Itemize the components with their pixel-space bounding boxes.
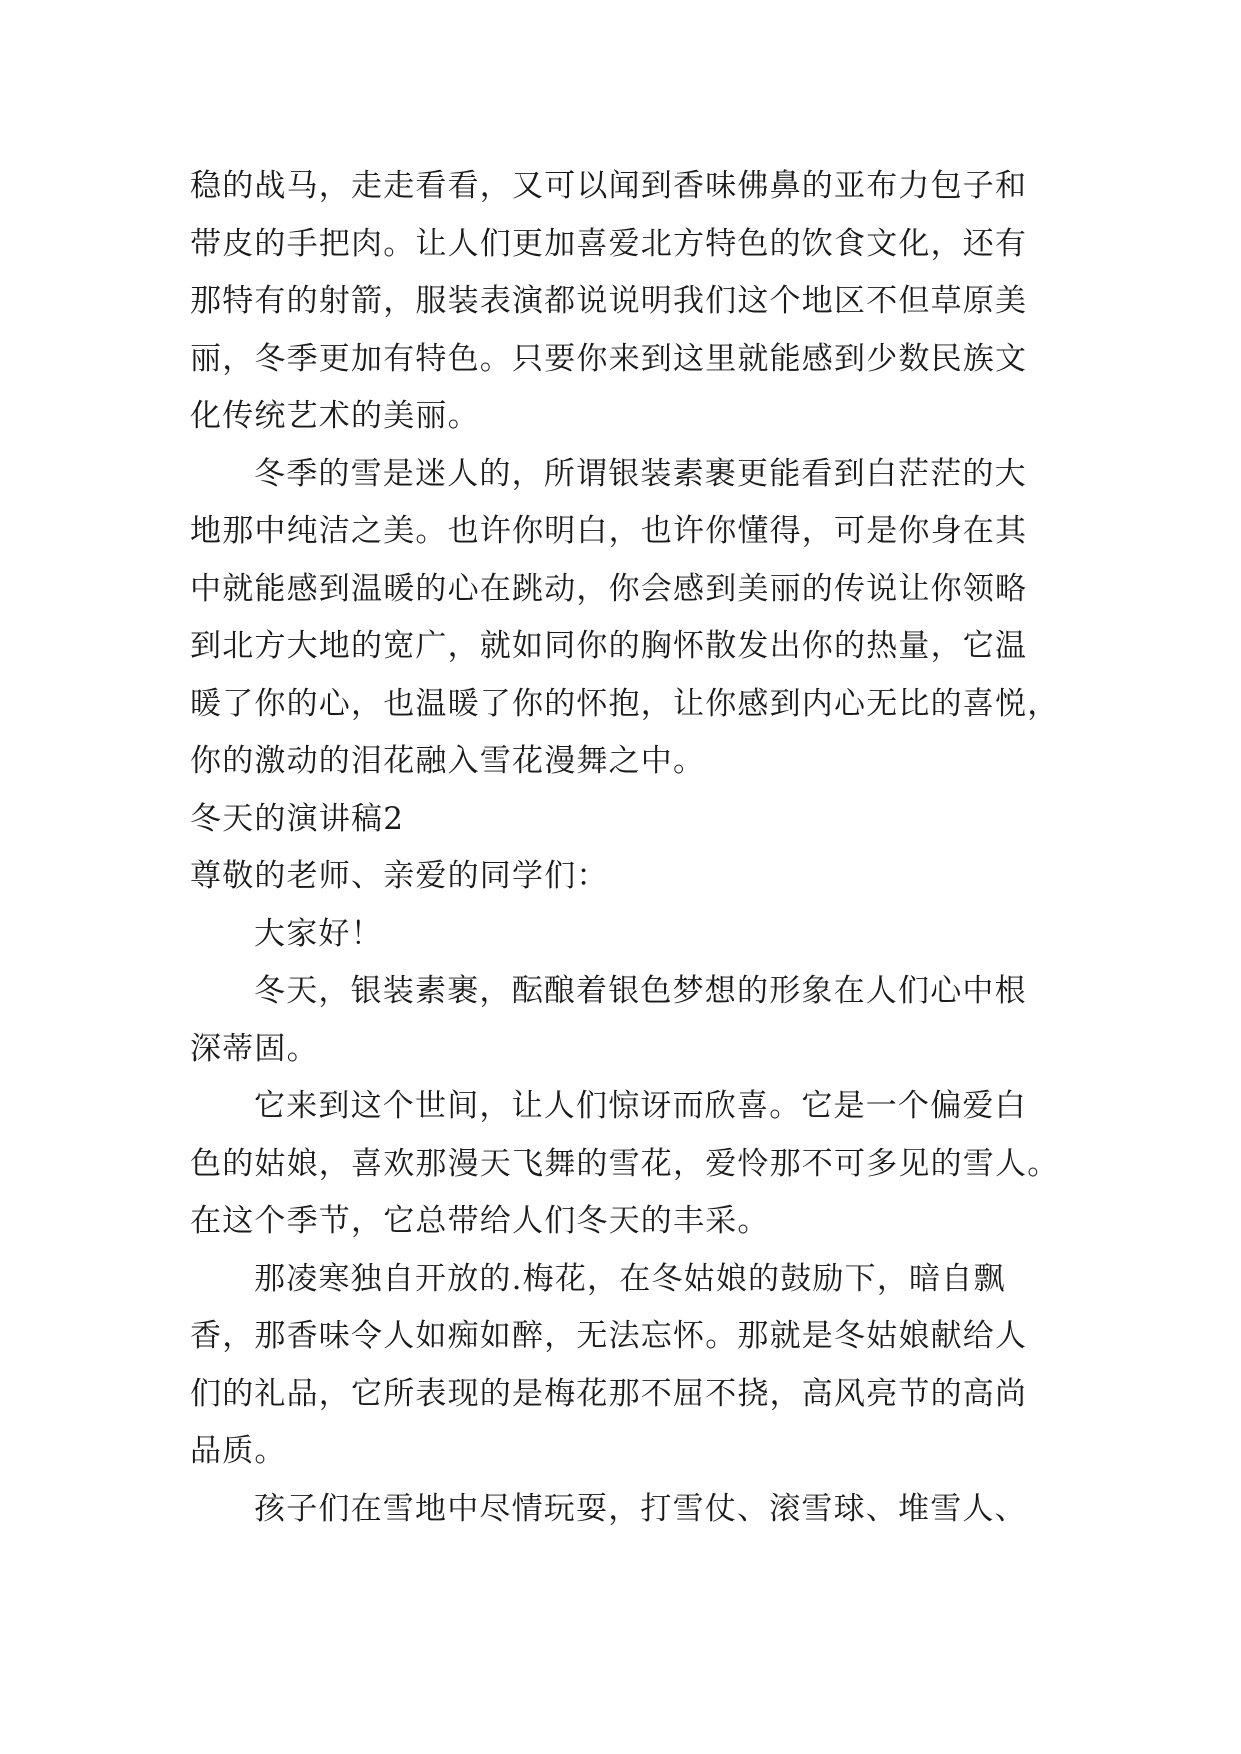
text-line: 到北方大地的宽广，就如同你的胸怀散发出你的热量，它温 [190,628,1028,664]
text-line: 色的姑娘，喜欢那漫天飞舞的雪花，爱怜那不可多见的雪人。 [190,1145,1060,1182]
text-line: 香，那香味令人如痴如醉，无法忘怀。那就是冬姑娘献给人 [190,1318,1028,1354]
text-line: 稳的战马，走走看看，又可以闻到香味佛鼻的亚布力包子和 [190,168,1028,204]
text-line: 你的激动的泪花融入雪花漫舞之中。 [190,743,706,779]
paragraph-start-line: 孩子们在雪地中尽情玩耍，打雪仗、滚雪球、堆雪人、 [254,1490,1027,1527]
paragraph-start-line: 它来到这个世间，让人们惊讶而欣喜。它是一个偏爱白 [254,1088,1027,1124]
text-line: 中就能感到温暖的心在跳动，你会感到美丽的传说让你领略 [190,570,1028,607]
section-title: 冬天的演讲稿2 [190,800,405,837]
greeting: 大家好！ [254,915,383,952]
salutation: 尊敬的老师、亲爱的同学们： [190,858,609,894]
text-line: 在这个季节，它总带给人们冬天的丰采。 [190,1203,770,1239]
text-line: 暖了你的心，也温暖了你的怀抱，让你感到内心无比的喜悦， [190,685,1060,722]
text-line: 品质。 [190,1433,287,1469]
text-line: 深蒂固。 [190,1030,319,1067]
text-line: 带皮的手把肉。让人们更加喜爱北方特色的饮食文化，还有 [190,225,1028,262]
document-body [190,158,1070,1538]
text-line: 那特有的射箭，服装表演都说说明我们这个地区不但草原美 [190,283,1028,319]
paragraph-start-line: 那凌寒独自开放的.梅花，在冬姑娘的鼓励下，暗自飘 [254,1260,1006,1297]
paragraph-start-line: 冬天，银装素裹，酝酿着银色梦想的形象在人们心中根 [254,973,1027,1009]
paragraph-start-line: 冬季的雪是迷人的，所谓银装素裹更能看到白茫茫的大 [254,455,1027,492]
text-line: 化传统艺术的美丽。 [190,398,480,434]
text-line: 们的礼品，它所表现的是梅花那不屈不挠，高风亮节的高尚 [190,1375,1028,1412]
text-line: 丽，冬季更加有特色。只要你来到这里就能感到少数民族文 [190,340,1028,377]
text-line: 地那中纯洁之美。也许你明白，也许你懂得，可是你身在其 [190,513,1028,549]
